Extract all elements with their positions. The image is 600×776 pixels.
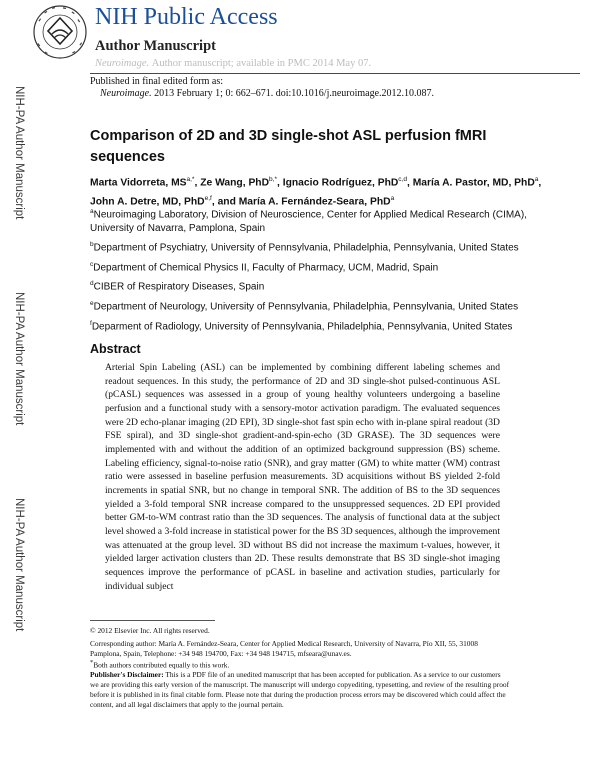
- author: Ignacio Rodríguez, PhD: [282, 177, 399, 189]
- author-manuscript-label: Author Manuscript: [95, 38, 216, 54]
- affiliation: [90, 238, 560, 255]
- corresponding-author-note: Corresponding author: María A. Fernández-Seara, Center for Applied Medical Research, University of Navarra, Pío XII, 55, 31008 Pamplona, Spain, Telephone: +34 948 194700, Fax: +34 948 194715, mfseara@unav.es.: [90, 639, 478, 658]
- author: Ze Wang, PhD: [200, 177, 270, 189]
- disclaimer-text: This is a PDF file of an unedited manuscript that has been accepted for publication. As a service to our customers we are providing this early version of the manuscript. The manuscript will undergo copyediting, typesetting, and review of the resulting proof before it is published in its final citable form. Please note that during the production process errors may be discovered which could affect the content, and all legal disclaimers that apply to the journal pertain.: [90, 670, 510, 709]
- publisher-disclaimer: [90, 670, 510, 710]
- equal-contribution-note: [90, 658, 510, 670]
- affiliation-mark: c: [90, 261, 94, 268]
- paper-title: Comparison of 2D and 3D single-shot ASL perfusion fMRI sequences: [90, 128, 487, 165]
- equal-contribution-mark: *: [90, 659, 94, 666]
- author-affiliation-mark: a: [390, 195, 395, 203]
- citation-line: [100, 88, 434, 99]
- nih-public-access-title: NIH Public Access: [95, 4, 278, 30]
- side-label-manuscript-2: NIH-PA Author Manuscript: [13, 292, 25, 426]
- author-affiliation-mark: b,*: [269, 176, 277, 183]
- author-separator: ,: [538, 177, 542, 189]
- author: Marta Vidorreta, MS: [90, 177, 187, 189]
- author: María A. Pastor, MD, PhD: [412, 177, 535, 189]
- citation-details: 2013 February 1; 0: 662–671. doi:10.1016/j.neuroimage.2012.10.087.: [154, 88, 435, 99]
- affiliation-text: Department of Neurology, University of Pennsylvania, Philadelphia, Pennsylvania, United States: [93, 301, 519, 313]
- author-affiliation-mark: e,f: [204, 195, 212, 203]
- nih-seal-logo-icon: [32, 4, 88, 60]
- footnote-divider: [90, 620, 215, 621]
- affiliation: [90, 317, 560, 334]
- journal-availability-line: [95, 58, 371, 69]
- availability-text: Author manuscript; available in PMC 2014 May 07.: [151, 58, 372, 69]
- author-affiliation-mark: a: [534, 176, 539, 183]
- affiliation-text: Neuroimaging Laboratory, Division of Neuroscience, Center for Applied Medical Research (CIMA), University of Navarra, Pamplona, Spain: [90, 209, 527, 235]
- affiliation-mark: d: [90, 280, 94, 287]
- author-affiliation-mark: a,*: [186, 176, 195, 183]
- equal-contribution-text: Both authors contributed equally to this work.: [93, 660, 230, 670]
- affiliation-text: CIBER of Respiratory Diseases, Spain: [93, 281, 265, 293]
- author-separator: ,: [277, 177, 283, 189]
- affiliation: [90, 258, 560, 275]
- affiliation-mark: f: [90, 320, 92, 327]
- side-label-manuscript-1: NIH-PA Author Manuscript: [13, 86, 25, 220]
- journal-name: Neuroimage.: [95, 58, 150, 69]
- abstract-heading: Abstract: [90, 342, 141, 356]
- author-separator: ,: [406, 177, 413, 189]
- abstract-body: Arterial Spin Labeling (ASL) can be implemented by combining different labeling schemes and readout sequences. In this study, the performance of 2D and 3D single-shot pulsed-continuous ASL (pCASL) sequences was assessed in a group of young healthy volunteers undergoing a baseline perfusion and a functional study with a sensory-motor activation paradigm. The evaluated sequences were 2D echo-planar imaging (2D EPI), 3D single-shot fast spin echo with in-plane spiral readout (3D FSE spiral), and 3D single-shot gradient-and-spin-echo (3D GRASE). The 3D sequences were implemented with and without the addition of an optimized background suppression (BS) scheme. Labeling efficiency, signal-to-noise ratio (SNR), and gray matter (GM) to white matter (WM) contrast ratio were assessed in baseline perfusion measurements. 3D acquisitions without BS yielded 2-fold increments in spatial SNR, but no change in temporal SNR. The addition of BS to the 3D sequences yielded a 3-fold temporal SNR increase compared to the unsuppressed sequences. 2D EPI provided better GM-to-WM contrast ratio than the 3D sequences. The analysis of functional data at the subject level showed a 3-fold increase in statistical power for the BS 3D sequences, although the improvement was attenuated at the group level. 3D without BS did not increase the maximum t-values, however, it yielded larger activation clusters than 2D. These results demonstrate that BS 3D single-shot imaging sequences improve the performance of pCASL in baseline and activation studies, particularly for individual subject: [105, 362, 500, 592]
- citation-journal: Neuroimage.: [100, 88, 152, 99]
- author-separator: , and: [211, 196, 239, 208]
- author-separator: ,: [194, 177, 201, 189]
- copyright-note: © 2012 Elsevier Inc. All rights reserved.: [90, 626, 210, 635]
- author: María A. Fernández-Seara, PhD: [238, 196, 391, 208]
- affiliation-text: Department of Psychiatry, University of Pennsylvania, Philadelphia, Pennsylvania, United States: [93, 242, 519, 254]
- affiliation-mark: b: [90, 241, 94, 248]
- affiliation-text: Department of Chemical Physics II, Faculty of Pharmacy, UCM, Madrid, Spain: [93, 262, 439, 274]
- affiliation: [90, 205, 560, 236]
- disclaimer-label: Publisher's Disclaimer:: [90, 670, 164, 679]
- side-label-manuscript-3: NIH-PA Author Manuscript: [13, 498, 25, 632]
- affiliation: [90, 297, 560, 314]
- affiliation: [90, 277, 560, 294]
- affiliation-mark: e: [90, 300, 94, 307]
- affiliation-mark: a: [90, 208, 94, 215]
- affiliation-text: Deparment of Radiology, University of Pennsylvania, Philadelphia, Pennsylvania, United States: [91, 321, 513, 333]
- published-in-line: Published in final edited form as:: [90, 76, 224, 87]
- author: John A. Detre, MD, PhD: [90, 196, 205, 208]
- header-divider: [90, 73, 580, 74]
- author-affiliation-mark: c,d: [398, 176, 407, 183]
